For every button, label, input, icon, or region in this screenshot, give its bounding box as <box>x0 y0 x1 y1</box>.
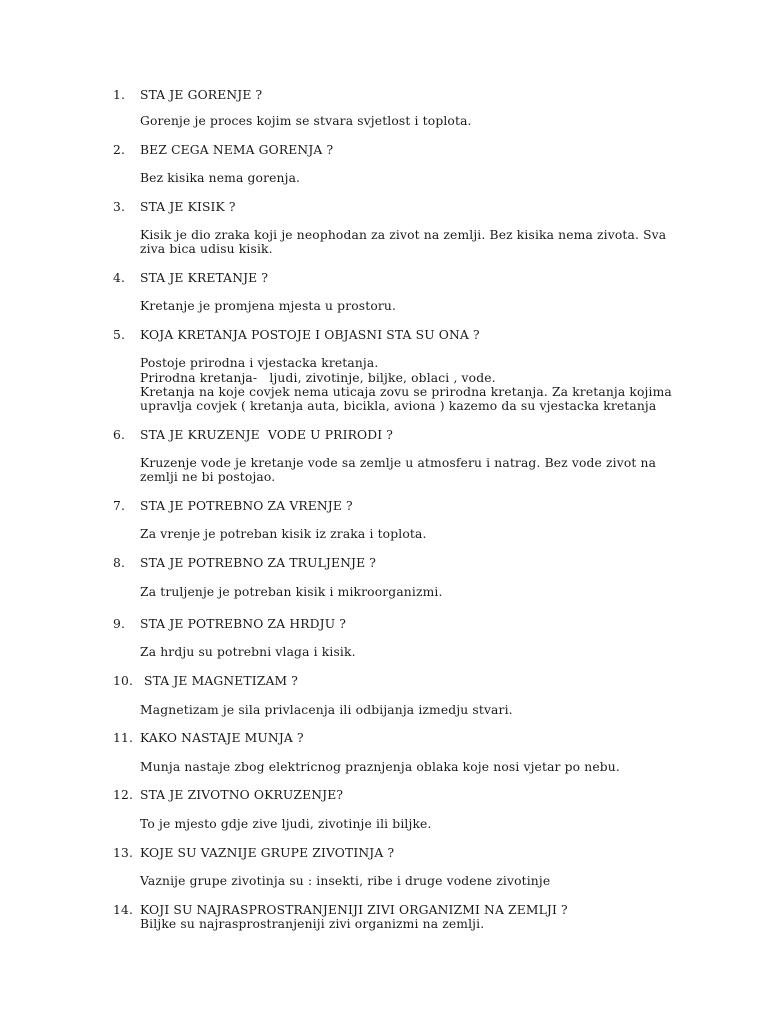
question-text: STA JE POTREBNO ZA VRENJE ? <box>140 499 353 513</box>
answer-line: Munja nastaje zbog elektricnog praznjenja oblaka koje nosi vjetar po nebu. <box>140 760 620 774</box>
question-text: STA JE KISIK ? <box>140 200 236 214</box>
answer-line: Gorenje je proces kojim se stvara svjetlost i toplota. <box>140 114 472 128</box>
question-text: KOJA KRETANJA POSTOJE I OBJASNI STA SU ONA ? <box>140 328 480 342</box>
answer-line: Vaznije grupe zivotinja su : insekti, ribe i druge vodene zivotinje <box>140 874 551 888</box>
question-text: KAKO NASTAJE MUNJA ? <box>140 731 304 745</box>
item-number: 7. <box>113 499 126 513</box>
answer-line: Biljke su najrasprostranjeniji zivi organizmi na zemlji. <box>140 917 485 931</box>
question-text: STA JE KRUZENJE VODE U PRIRODI ? <box>140 428 394 442</box>
item-number: 2. <box>113 143 126 157</box>
item-number: 10. <box>113 674 134 688</box>
item-number: 6. <box>113 428 126 442</box>
item-number: 5. <box>113 328 126 342</box>
answer-line: upravlja covjek ( kretanja auta, bicikla, aviona ) kazemo da su vjestacka kretanja <box>140 399 657 413</box>
answer-line: zemlji ne bi postojao. <box>140 470 276 484</box>
answer-line: Za truljenje je potreban kisik i mikroorganizmi. <box>140 585 443 599</box>
question-text: STA JE POTREBNO ZA HRDJU ? <box>140 617 347 631</box>
answer-line: ziva bica udisu kisik. <box>140 242 273 256</box>
answer-line: Postoje prirodna i vjestacka kretanja. <box>140 356 379 370</box>
question-text: BEZ CEGA NEMA GORENJA ? <box>140 143 334 157</box>
answer-line: Za vrenje je potreban kisik iz zraka i toplota. <box>140 527 427 541</box>
answer-line: To je mjesto gdje zive ljudi, zivotinje ili biljke. <box>140 817 432 831</box>
answer-line: Kretanja na koje covjek nema uticaja zovu se prirodna kretanja. Za kretanja kojima <box>140 385 672 399</box>
item-number: 11. <box>113 731 134 745</box>
item-number: 8. <box>113 556 126 570</box>
item-number: 14. <box>113 903 134 917</box>
answer-line: Za hrdju su potrebni vlaga i kisik. <box>140 645 356 659</box>
item-number: 1. <box>113 88 126 102</box>
item-number: 13. <box>113 846 134 860</box>
answer-line: Kretanje je promjena mjesta u prostoru. <box>140 299 397 313</box>
answer-line: Magnetizam je sila privlacenja ili odbijanja izmedju stvari. <box>140 703 513 717</box>
item-number: 12. <box>113 788 134 802</box>
answer-line: Prirodna kretanja- ljudi, zivotinje, biljke, oblaci , vode. <box>140 371 496 385</box>
item-number: 4. <box>113 271 126 285</box>
item-number: 9. <box>113 617 126 631</box>
question-text: KOJE SU VAZNIJE GRUPE ZIVOTINJA ? <box>140 846 395 860</box>
question-text: STA JE POTREBNO ZA TRULJENJE ? <box>140 556 377 570</box>
question-text: STA JE ZIVOTNO OKRUZENJE? <box>140 788 344 802</box>
question-text: STA JE KRETANJE ? <box>140 271 269 285</box>
question-text: STA JE MAGNETIZAM ? <box>144 674 299 688</box>
answer-line: Kisik je dio zraka koji je neophodan za zivot na zemlji. Bez kisika nema zivota. Sva <box>140 228 667 242</box>
question-text: KOJI SU NAJRASPROSTRANJENIJI ZIVI ORGANIZMI NA ZEMLJI ? <box>140 903 568 917</box>
question-text: STA JE GORENJE ? <box>140 88 263 102</box>
item-number: 3. <box>113 200 126 214</box>
answer-line: Bez kisika nema gorenja. <box>140 171 301 185</box>
answer-line: Kruzenje vode je kretanje vode sa zemlje u atmosferu i natrag. Bez vode zivot na <box>140 456 657 470</box>
